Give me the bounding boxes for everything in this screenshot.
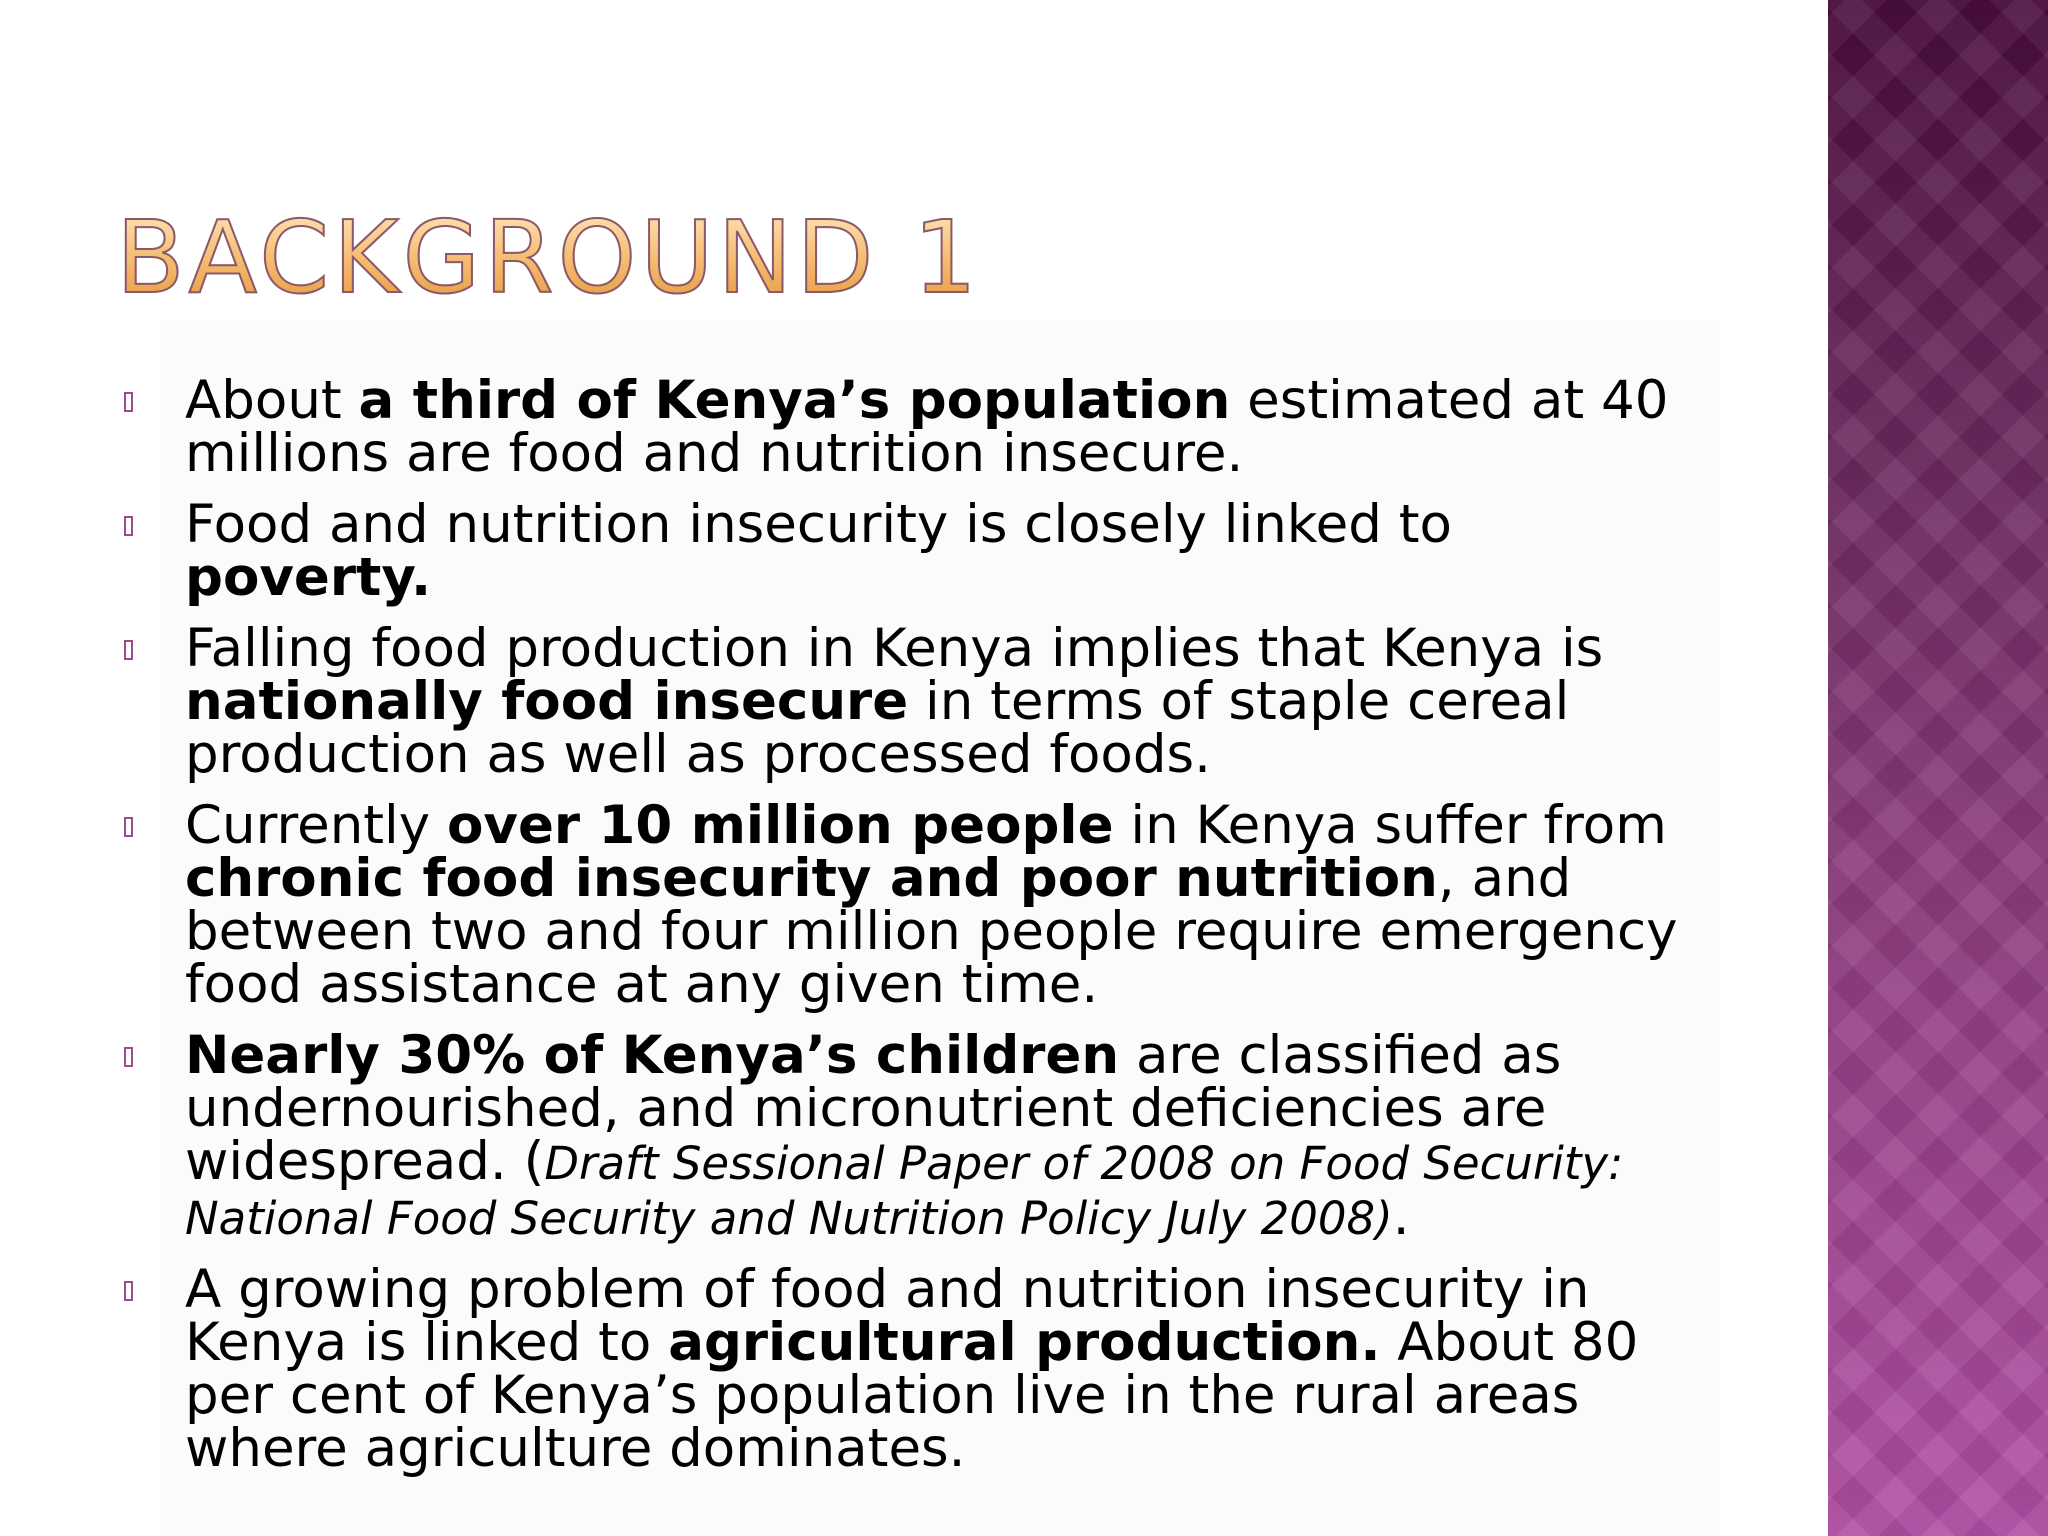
- bullet-item: [122, 494, 1702, 608]
- bullet-list: [122, 370, 1702, 1493]
- square-bullet-icon: [124, 817, 133, 837]
- decorative-side-band: [1828, 0, 2048, 1536]
- square-bullet-icon: [124, 640, 133, 660]
- bullet-emphasis: chronic food insecurity and poor nutrition: [185, 848, 1438, 909]
- square-bullet-icon: [124, 1281, 133, 1301]
- bullet-text: Food and nutrition insecurity is closely linked to: [185, 494, 1452, 555]
- bullet-emphasis: poverty.: [185, 547, 432, 608]
- bullet-emphasis: nationally food insecure: [185, 671, 909, 732]
- bullet-item: [122, 370, 1702, 484]
- citation: Draft Sessional Paper of 2008 on Food Security: National Food Security and Nutrition Policy July 2008): [185, 1137, 1624, 1245]
- bullet-text: in Kenya suffer from: [1113, 795, 1667, 856]
- bullet-emphasis: agricultural production.: [668, 1312, 1381, 1373]
- bullet-text: are classified as undernourished, and micronutrient deficiencies are widespread. (: [185, 1025, 1562, 1192]
- bullet-text: About 80 per cent of Kenya’s population live in the rural areas where agriculture dominates.: [185, 1312, 1639, 1479]
- square-bullet-icon: [124, 392, 133, 412]
- bullet-text: Currently: [185, 795, 447, 856]
- square-bullet-icon: [124, 516, 133, 536]
- bullet-emphasis: a third of Kenya’s population: [358, 370, 1231, 431]
- bullet-item: [122, 618, 1702, 785]
- bullet-text: Falling food production in Kenya implies that Kenya is: [185, 618, 1604, 679]
- bullet-item: [122, 1025, 1702, 1247]
- bullet-text: A growing problem of food and nutrition insecurity in Kenya is linked to: [185, 1259, 1590, 1373]
- bullet-emphasis: over 10 million people: [447, 795, 1114, 856]
- bullet-item: [122, 795, 1702, 1015]
- bullet-emphasis: Nearly 30% of Kenya’s children: [185, 1025, 1120, 1086]
- bullet-text: .: [1392, 1186, 1410, 1247]
- bullet-text: About: [185, 370, 359, 431]
- bullet-text: estimated at 40 millions are food and nutrition insecure.: [185, 370, 1669, 484]
- side-band-texture: [1828, 0, 2048, 1536]
- square-bullet-icon: [124, 1047, 133, 1067]
- bullet-text: in terms of staple cereal production as well as processed foods.: [185, 671, 1570, 785]
- slide-title: BACKGROUND 1: [116, 199, 981, 316]
- bullet-text: , and between two and four million people require emergency food assistance at any given time.: [185, 848, 1678, 1015]
- bullet-item: [122, 1259, 1702, 1479]
